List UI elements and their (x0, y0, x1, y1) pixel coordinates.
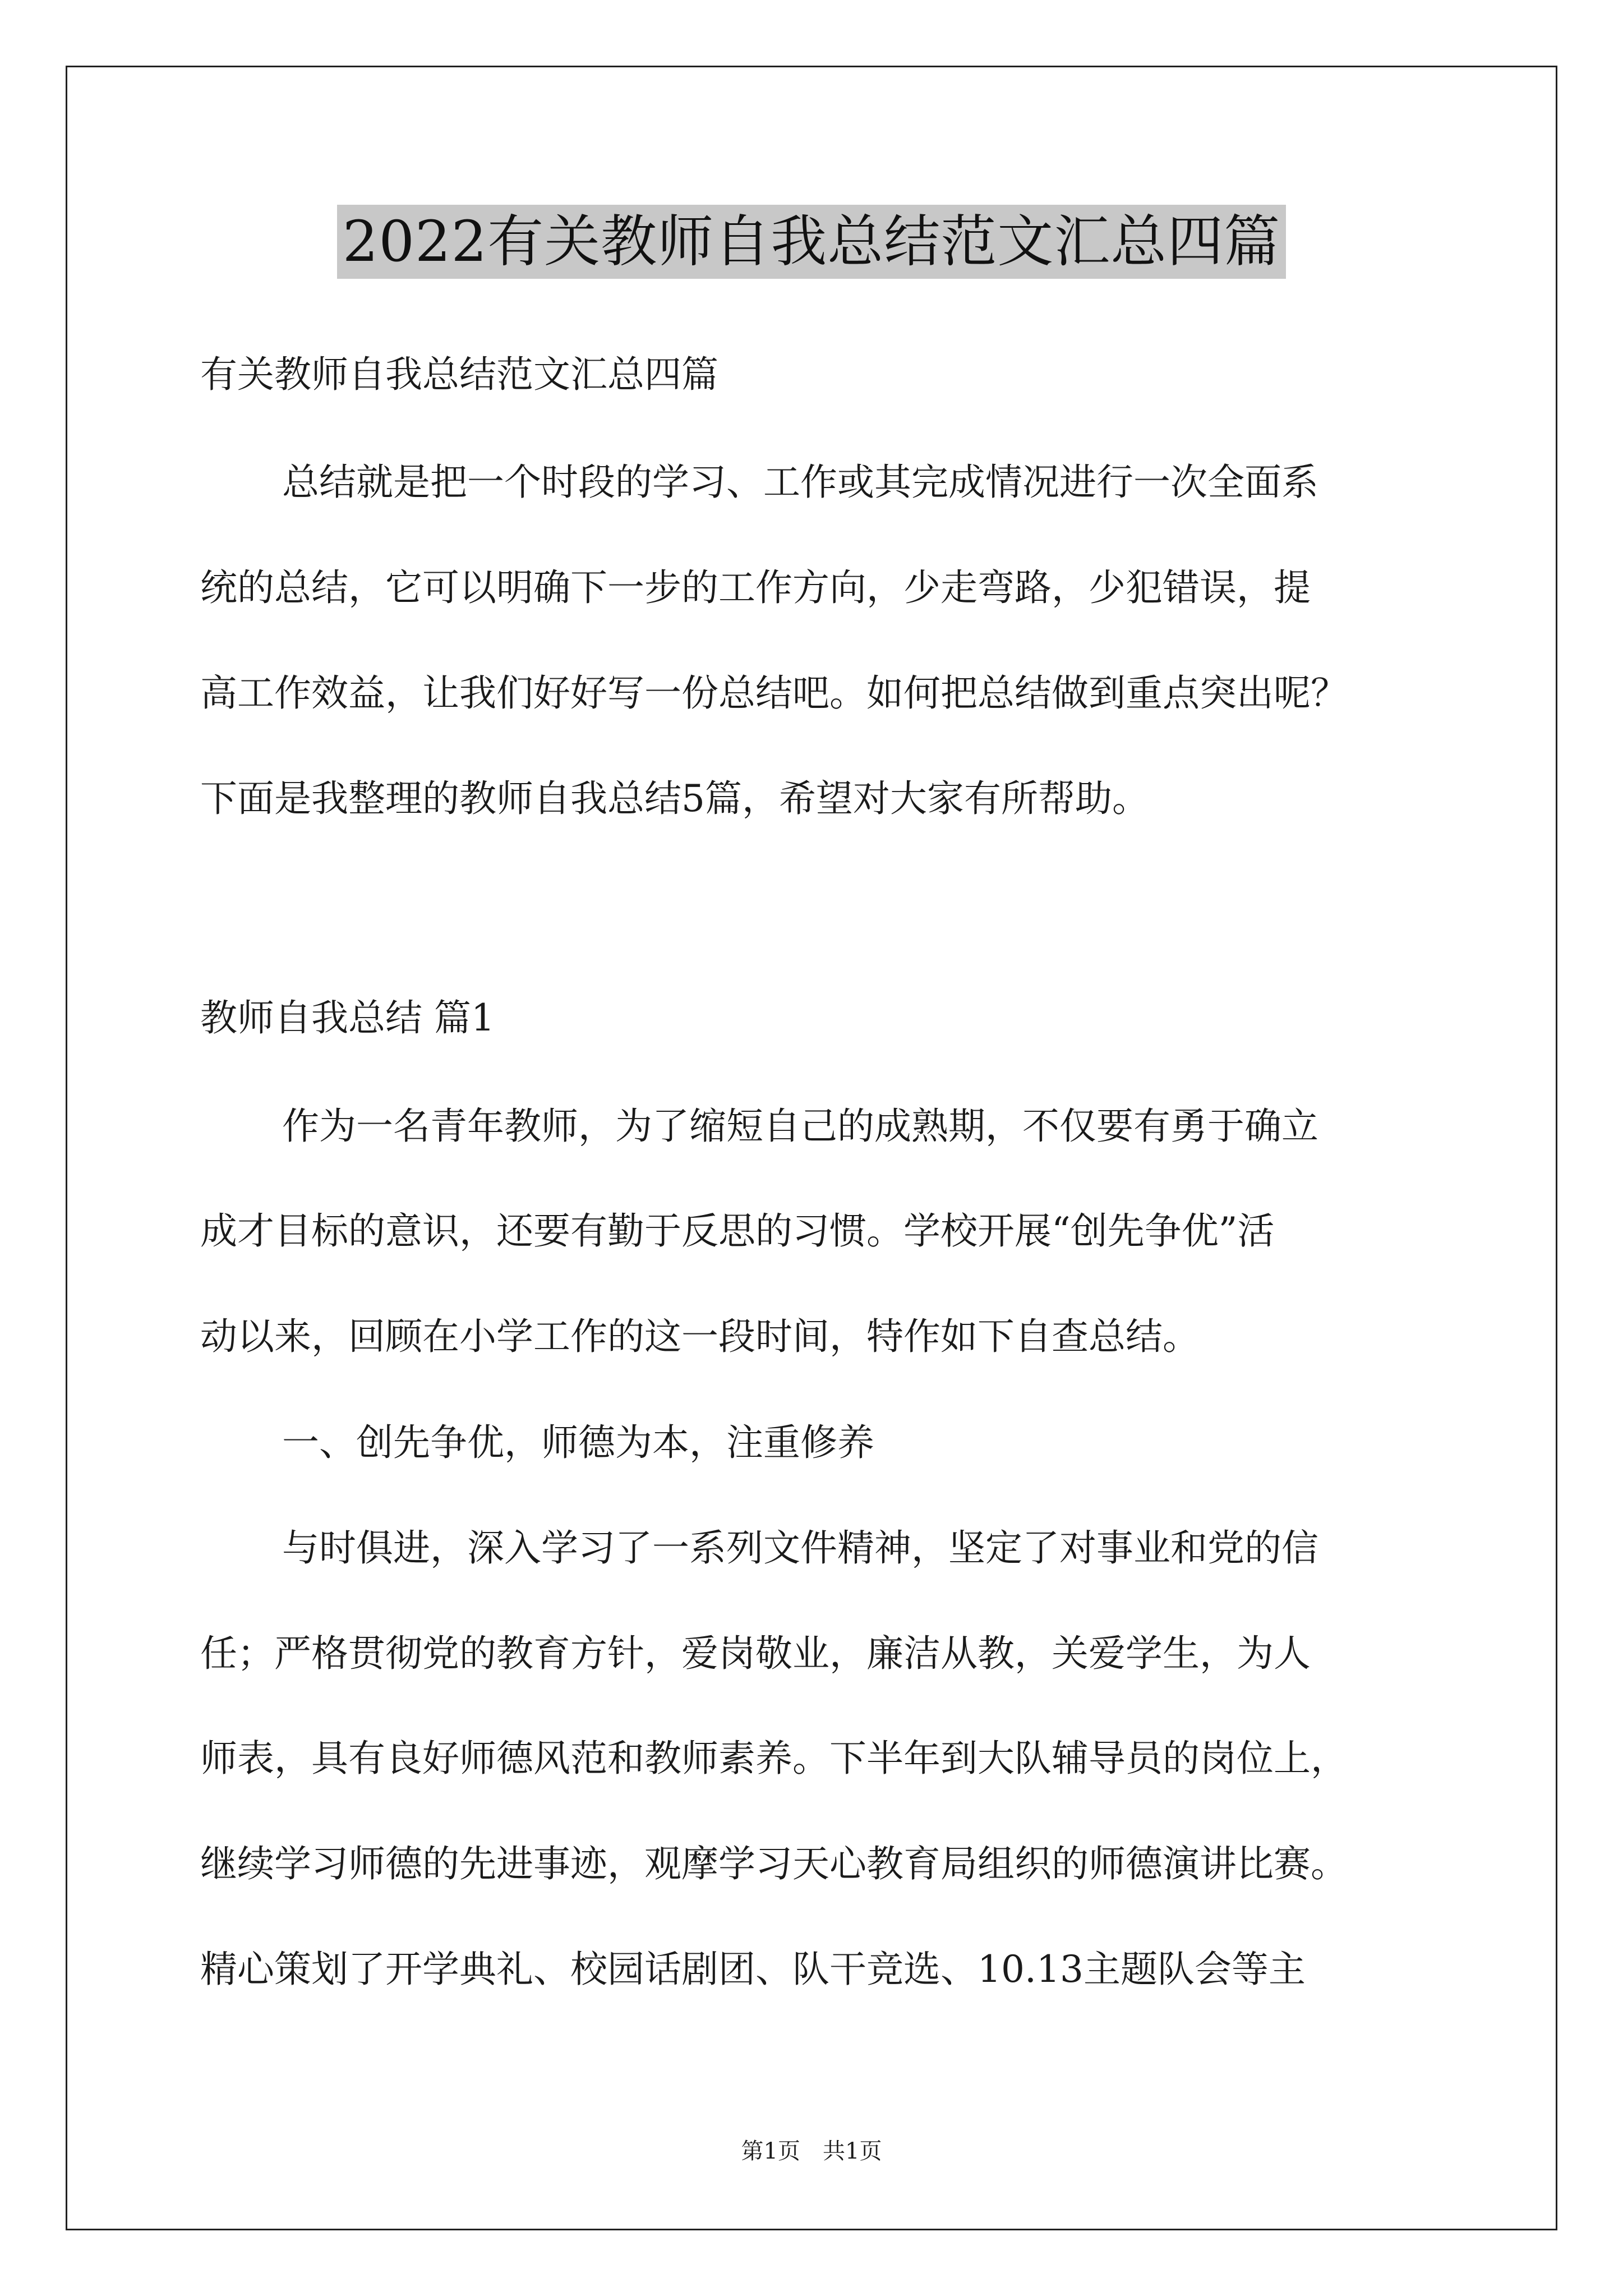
subheading: 一、创先争优，师德为本，注重修养 (282, 1421, 874, 1464)
intro-line: 下面是我整理的教师自我总结5篇，希望对大家有所帮助。 (200, 777, 1149, 820)
document-subtitle: 有关教师自我总结范文汇总四篇 (200, 353, 718, 396)
page-footer: 第1页 共1页 (741, 2138, 882, 2164)
paragraph-line: 任；严格贯彻党的教育方针，爱岗敬业，廉洁从教，关爱学生，为人 (200, 1632, 1311, 1675)
paragraph-line: 成才目标的意识，还要有勤于反思的习惯。学校开展“创先争优”活 (200, 1209, 1275, 1253)
intro-line: 统的总结，它可以明确下一步的工作方向，少走弯路，少犯错误，提 (200, 566, 1311, 609)
intro-line: 高工作效益，让我们好好写一份总结吧。如何把总结做到重点突出呢？ (200, 671, 1348, 715)
title-container (0, 205, 1623, 279)
paragraph-line: 动以来，回顾在小学工作的这一段时间，特作如下自查总结。 (200, 1315, 1200, 1358)
paragraph-line: 精心策划了开学典礼、校园话剧团、队干竞选、10.13主题队会等主 (200, 1948, 1306, 1991)
paragraph-line: 作为一名青年教师，为了缩短自己的成熟期，不仅要有勇于确立 (282, 1105, 1318, 1148)
section-heading: 教师自我总结 篇1 (200, 996, 495, 1039)
document-title: 2022有关教师自我总结范文汇总四篇 (337, 205, 1287, 279)
intro-line: 总结就是把一个时段的学习、工作或其完成情况进行一次全面系 (282, 461, 1318, 504)
paragraph-line: 师表，具有良好师德风范和教师素养。下半年到大队辅导员的岗位上， (200, 1737, 1348, 1780)
paragraph-line: 继续学习师德的先进事迹，观摩学习天心教育局组织的师德演讲比赛。 (200, 1842, 1348, 1885)
paragraph-line: 与时俱进，深入学习了一系列文件精神，坚定了对事业和党的信 (282, 1526, 1318, 1570)
